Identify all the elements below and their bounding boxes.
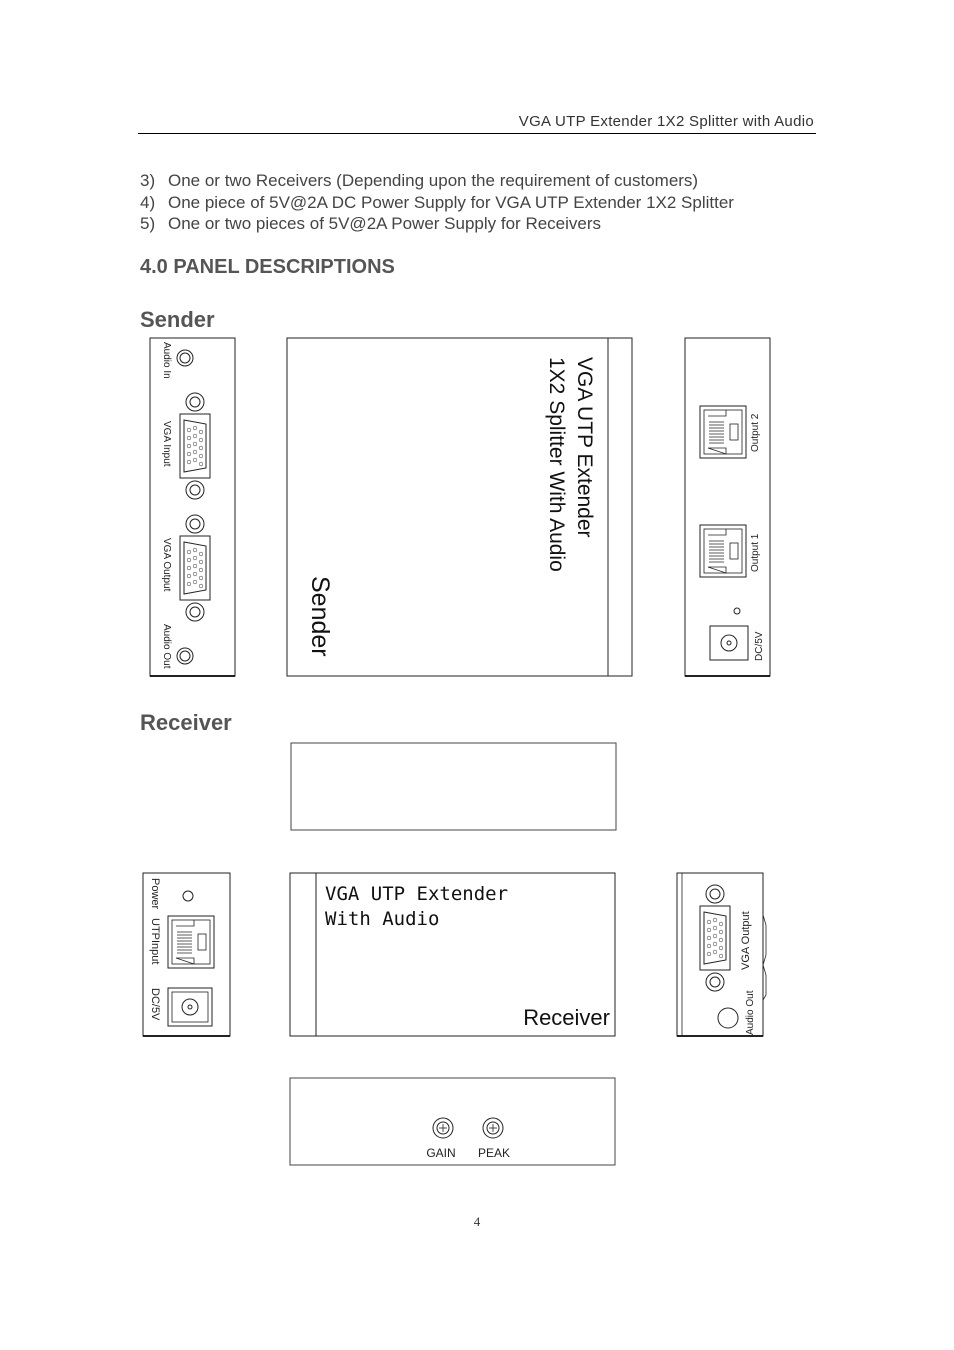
list-num: 5) (140, 214, 156, 233)
sender-product-line2: 1X2 Splitter With Audio (545, 357, 568, 572)
receiver-vga-output-port-icon (700, 885, 730, 991)
sender-product-line1: VGA UTP Extender (573, 357, 596, 538)
audio-out-label: Audio Out (161, 624, 172, 669)
output1-label: Output 1 (750, 533, 761, 572)
page-number: 4 (473, 1214, 481, 1229)
receiver-dc-jack-icon (168, 988, 212, 1026)
section-title: 4.0 PANEL DESCRIPTIONS (140, 256, 395, 278)
running-header: VGA UTP Extender 1X2 Splitter with Audio (518, 113, 814, 130)
receiver-utp-input-label: UTPInput (149, 918, 161, 965)
list-num: 4) (140, 192, 156, 212)
audio-out-jack-icon (177, 648, 193, 664)
dc-jack-icon (710, 626, 748, 660)
receiver-top-panel (290, 873, 615, 1036)
vga-input-label: VGA Input (161, 421, 172, 467)
vga-input-port-icon (180, 393, 210, 499)
peak-label: PEAK (477, 1146, 511, 1160)
receiver-power-led-icon (183, 891, 193, 901)
gain-label: GAIN (426, 1146, 456, 1160)
output2-label: Output 2 (750, 413, 761, 452)
receiver-bottom-panel (290, 1078, 615, 1165)
sender-label: Sender (306, 576, 334, 657)
sender-right-panel (685, 338, 770, 676)
list-num: 3) (140, 171, 156, 190)
receiver-power-label: Power (149, 878, 161, 910)
list-text: One piece of 5V@2A DC Power Supply for VGA UTP Extender 1X2 Splitter (168, 192, 734, 212)
receiver-vga-output-label: VGA Output (740, 911, 752, 970)
receiver-audio-out-jack-icon (718, 1008, 738, 1028)
utp-input-rj45-icon (168, 916, 214, 968)
sender-heading: Sender (140, 307, 215, 332)
audio-in-jack-icon (177, 350, 193, 366)
receiver-heading: Receiver (140, 710, 232, 735)
receiver-dc-label: DC/5V (149, 988, 161, 1021)
receiver-product-line2: With Audio (325, 908, 440, 930)
vga-output-label: VGA Output (161, 538, 172, 592)
receiver-label: Receiver (523, 1005, 610, 1030)
audio-in-label: Audio In (161, 342, 172, 379)
receiver-right-panel (677, 873, 766, 1036)
sender-top-panel (287, 338, 632, 676)
sender-left-panel (150, 338, 235, 676)
receiver-product-line1: VGA UTP Extender (325, 883, 509, 905)
receiver-side-view (291, 743, 616, 830)
receiver-left-panel (143, 873, 230, 1036)
sender-dc-label: DC/5V (754, 631, 765, 661)
output1-rj45-icon (700, 525, 746, 577)
list-text: One or two pieces of 5V@2A Power Supply for Receivers (168, 214, 602, 233)
receiver-audio-out-label: Audio Out (745, 990, 756, 1035)
list-text: One or two Receivers (Depending upon the requirement of customers) (168, 171, 699, 190)
vga-output-port-icon (180, 515, 210, 621)
output2-rj45-icon (700, 406, 746, 458)
power-led-icon (734, 608, 740, 614)
